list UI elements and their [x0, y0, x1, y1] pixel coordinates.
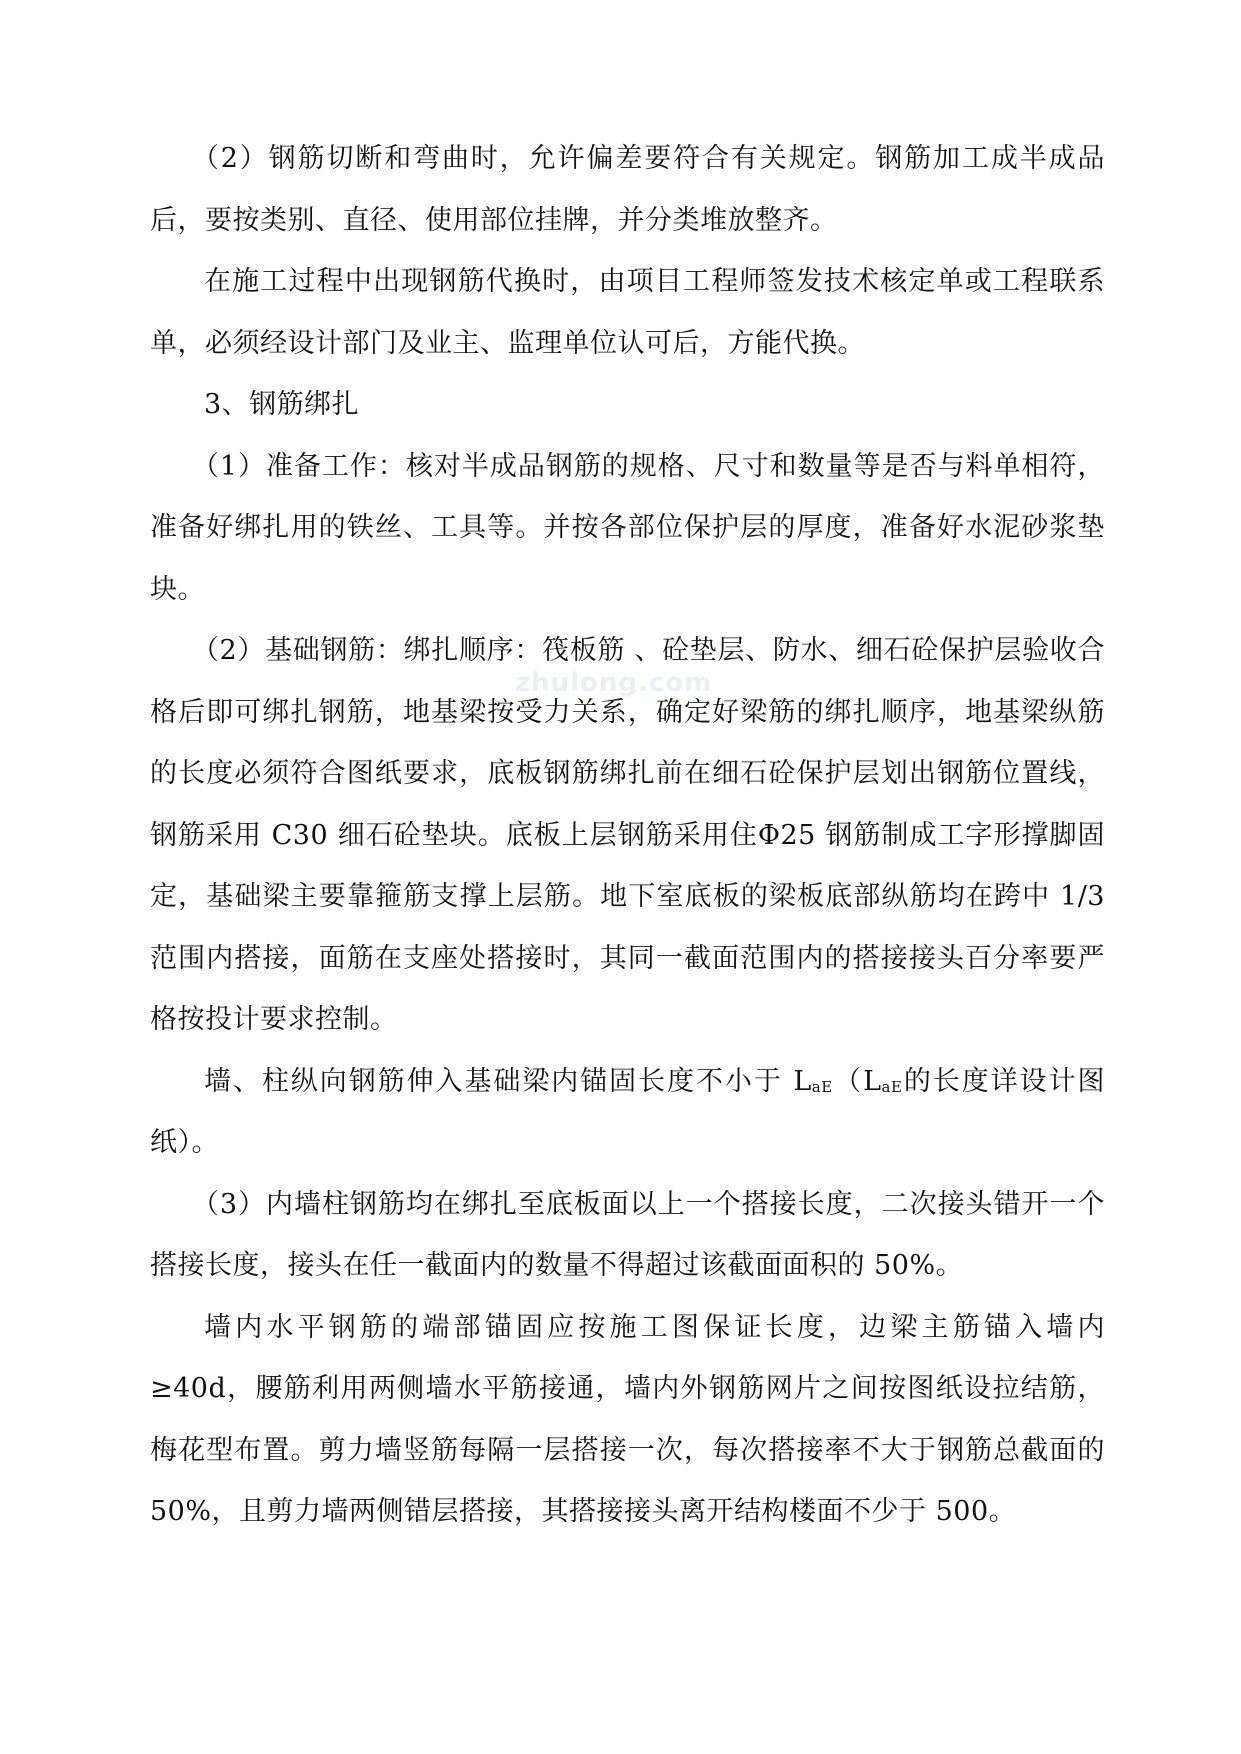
paragraph-wall-column-rebar: （3）内墙柱钢筋均在绑扎至底板面以上一个搭接长度，二次接头错开一个搭接长度，接头在任一截面内的数量不得超过该截面面积的 50%。: [150, 1188, 1105, 1281]
anchorage-text-after: 的长度详设计图纸）。: [150, 1065, 1106, 1158]
paragraph-cutting-bending: （2）钢筋切断和弯曲时，允许偏差要符合有关规定。钢筋加工成半成品后，要按类别、直径、使用部位挂牌，并分类堆放整齐。: [150, 143, 1105, 236]
anchorage-text-before: 墙、柱纵向钢筋伸入基础梁内锚固长度不小于: [204, 1065, 794, 1097]
paragraph-foundation-rebar: （2）基础钢筋：绑扎顺序：筏板筋 、砼垫层、防水、细石砼保护层验收合格后即可绑扎钢筋，地基梁按受力关系，确定好梁筋的绑扎顺序，地基梁纵筋的长度必须符合图纸要求，底板钢筋绑扎前在细石砼保护层划出钢筋位置线，钢筋采用 C30 细石砼垫块。底板上层钢筋采用住Φ25 钢筋制成工字形撑脚固定，基础梁主要靠箍筋支撑上层筋。地下室底板的梁板底部纵筋均在跨中 1/3 范围内搭接，面筋在支座处搭接时，其同一截面范围内的搭接接头百分率要严格按投计要求控制。: [150, 635, 1105, 1035]
paragraph-anchorage: [150, 1051, 1105, 1174]
paragraph-substitution: 在施工过程中出现钢筋代换时，由项目工程师签发技术核定单或工程联系单，必须经设计部门及业主、监理单位认可后，方能代换。: [150, 266, 1105, 359]
paragraph-horizontal-rebar: 墙内水平钢筋的端部锚固应按施工图保证长度，边梁主筋锚入墙内≥40d，腰筋利用两侧墙水平筋接通，墙内外钢筋网片之间按图纸设拉结筋，梅花型布置。剪力墙竖筋每隔一层搭接一次，每次搭接率不大于钢筋总截面的 50%，且剪力墙两侧错层搭接，其搭接接头离开结构楼面不少于 500。: [150, 1311, 1105, 1527]
document-body: [150, 128, 1105, 1543]
lae-subscript-2: aE: [881, 1077, 903, 1096]
section-heading-binding: 3、钢筋绑扎: [204, 389, 360, 420]
lae-subscript: aE: [811, 1077, 833, 1096]
watermark: zhulong.com: [515, 668, 713, 698]
lae-symbol-2: L: [863, 1065, 882, 1097]
anchorage-text-middle: （: [832, 1065, 864, 1097]
lae-symbol: L: [793, 1065, 812, 1097]
paragraph-preparation: （1）准备工作：核对半成品钢筋的规格、尺寸和数量等是否与料单相符，准备好绑扎用的铁丝、工具等。并按各部位保护层的厚度，准备好水泥砂浆垫块。: [150, 450, 1105, 605]
